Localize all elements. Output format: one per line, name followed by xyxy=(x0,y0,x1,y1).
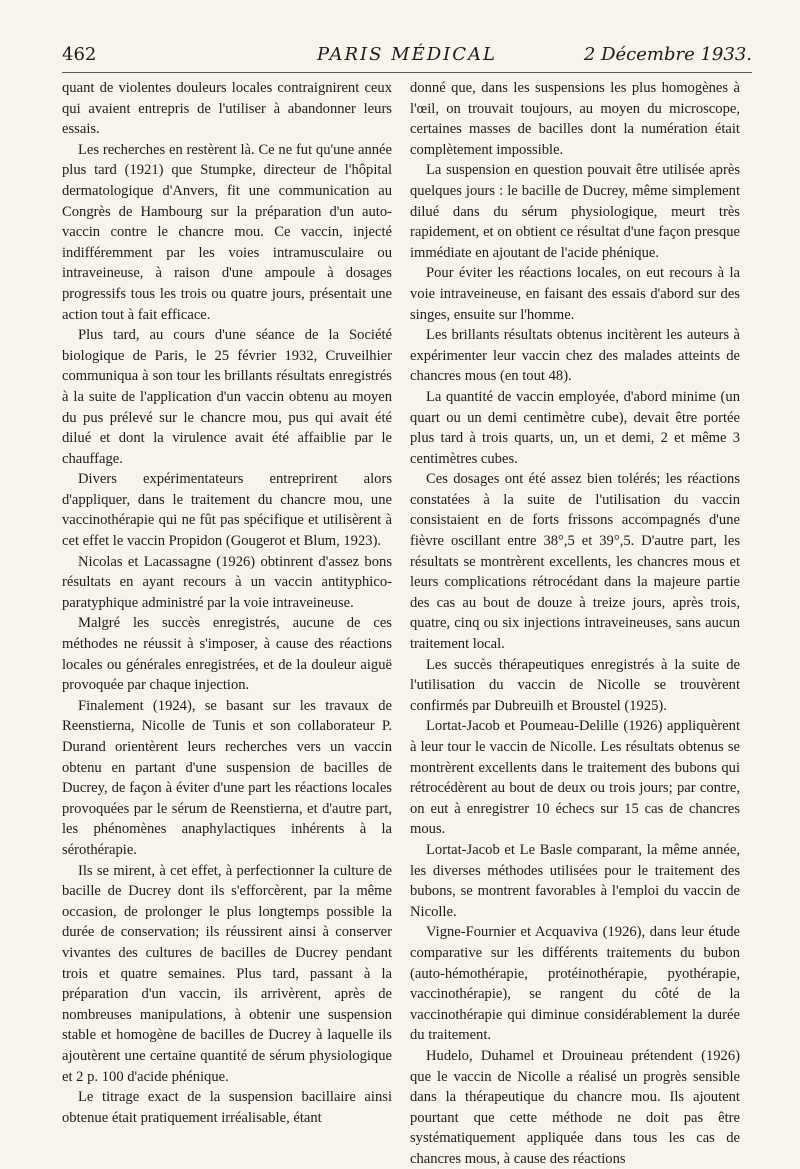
paragraph: La quantité de vaccin employée, d'abord minime (un quart ou un demi centimètre cube), devait être portée plus tard à trois quarts, un, un et demi, 2 et même 3 centimètres cubes. xyxy=(410,388,740,467)
paragraph: Hudelo, Duhamel et Drouineau prétendent (1926) que le vaccin de Nicolle a réalisé un progrès sensible dans la thérapeutique du chancre mou. Ils ajoutent pourtant que cette méthode ne doit pas être systématiquement appliquée dans tous les cas de chancres mous, à cause des réactions xyxy=(410,1047,740,1167)
paragraph: donné que, dans les suspensions les plus homogènes à l'œil, on trouvait toujours, au moyen du microscope, certaines masses de bacilles dont la numération était complètement impossible. xyxy=(410,80,740,158)
paragraph: Pour éviter les réactions locales, on eut recours à la voie intraveineuse, en faisant des essais d'abord sur des singes, ensuite sur l'homme. xyxy=(410,265,740,323)
paragraph: quant de violentes douleurs locales contraignirent ceux qui avaient entrepris de l'utiliser à abandonner leurs essais. xyxy=(62,80,392,138)
paragraph: Le titrage exact de la suspension bacillaire ainsi obtenue était pratiquement irréalisable, étant xyxy=(62,1089,392,1126)
paragraph: Plus tard, au cours d'une séance de la Société biologique de Paris, le 25 février 1932, Cruveilhier communiqua à son tour les brillants résultats enregistrés à la suite de l'application d'un vaccin obtenu au moyen du pus prélevé sur le chancre mou, pus qui avait été dilué et dont la virulence avait été affaiblie par le chauffage. xyxy=(62,327,392,467)
paragraph: Lortat-Jacob et Poumeau-Delille (1926) appliquèrent à leur tour le vaccin de Nicolle. Les résultats obtenus se montrèrent excellents dans le traitement des bubons qui rétrocédèrent au bout de deux ou trois jours; par contre, on eut à enregistrer 10 échecs sur 15 cas de chancres mous. xyxy=(410,718,740,838)
paragraph: Les brillants résultats obtenus incitèrent les auteurs à expérimenter leur vaccin chez des malades atteints de chancres mous (en tout 48). xyxy=(410,327,740,385)
paragraph: Finalement (1924), se basant sur les travaux de Reenstierna, Nicolle de Tunis et son collaborateur P. Durand orientèrent leurs recherches vers un vaccin obtenu en partant d'une suspension de bacilles de Ducrey, de façon à éviter d'une part les réactions locales provoquées par le sérum de Reenstierna, et d'autre part, les phénomènes anaphylactiques inhérents à la sérothérapie. xyxy=(62,697,392,858)
left-column xyxy=(62,78,392,1128)
paragraph: La suspension en question pouvait être utilisée après quelques jours : le bacille de Ducrey, même simplement dilué dans du sérum physiologique, meurt très rapidement, et on obtient ce résultat d'une façon presque immédiate en ajoutant de l'acide phénique. xyxy=(410,162,740,261)
paragraph: Divers expérimentateurs entreprirent alors d'appliquer, dans le traitement du chancre mou, une vaccinothérapie qui ne fût pas spécifique et utilisèrent à cet effet le vaccin Propidon (Gougerot et Blum, 1923). xyxy=(62,471,392,550)
paragraph: Les succès thérapeutiques enregistrés à la suite de l'utilisation du vaccin de Nicolle se trouvèrent confirmés par Dubreuilh et Broustel (1925). xyxy=(410,656,740,714)
paragraph: Malgré les succès enregistrés, aucune de ces méthodes ne réussit à s'imposer, à cause des réactions locales ou générales enregistrées, et de la douleur aiguë provoquée par chaque injection. xyxy=(62,615,392,694)
page-number: 462 xyxy=(62,44,97,65)
right-column xyxy=(410,78,740,1169)
issue-date: 2 Décembre 1933. xyxy=(583,44,752,65)
paragraph: Vigne-Fournier et Acquaviva (1926), dans leur étude comparative sur les différents traitements du bubon (auto-hémothérapie, protéinothérapie, pyothérapie, vaccinothérapie), se rangent du côté de la vaccinothérapie qui diminue considérablement la durée du traitement. xyxy=(410,924,740,1044)
header-rule xyxy=(62,72,752,73)
paragraph: Ils se mirent, à cet effet, à perfectionner la culture de bacille de Ducrey dont ils s'efforcèrent, par la même occasion, de prolonger le plus longtemps possible la durée de conservation; ils réussirent ainsi à conserver vivantes des cultures de bacilles de Ducrey pendant trois et quatre semaines. Plus tard, passant à la préparation d'un vaccin, ils arrivèrent, après de nombreuses manipulations, à obtenir une suspension stable et homogène de bacilles de Ducrey à laquelle ils ajoutèrent une certaine quantité de sérum physiologique et 2 p. 100 d'acide phénique. xyxy=(62,862,392,1085)
journal-title: PARIS MÉDICAL xyxy=(316,44,497,65)
page-header xyxy=(62,44,752,74)
paragraph: Lortat-Jacob et Le Basle comparant, la même année, les diverses méthodes utilisées pour le traitement des bubons, se montrent favorables à l'emploi du vaccin de Nicolle. xyxy=(410,841,740,920)
paragraph: Les recherches en restèrent là. Ce ne fut qu'une année plus tard (1921) que Stumpke, directeur de l'hôpital dermatologique d'Anvers, fit une communication au Congrès de Hambourg sur la préparation d'un auto-vaccin contre le chancre mou. Ce vaccin, injecté indifféremment par les voies intramusculaire ou intraveineuse, à raison d'une ampoule à dosages progressifs tous les trois ou quatre jours, présentait une action tout à fait efficace. xyxy=(62,141,392,323)
paragraph: Nicolas et Lacassagne (1926) obtinrent d'assez bons résultats en ayant recours à un vaccin antityphico-paratyphique administré par la voie intraveineuse. xyxy=(62,553,392,611)
paragraph: Ces dosages ont été assez bien tolérés; les réactions constatées à la suite de l'utilisation du vaccin consistaient en de forts frissons accompagnés d'une fièvre oscillant entre 38°,5 et 39°,5. D'autre part, les résultats se montrèrent excellents, les chancres mous et leurs complications rétrocédant dans la majeure partie des cas au bout de douze à treize jours, après trois, quatre, cinq ou six injections intraveineuses, sans aucun traitement local. xyxy=(410,471,740,653)
